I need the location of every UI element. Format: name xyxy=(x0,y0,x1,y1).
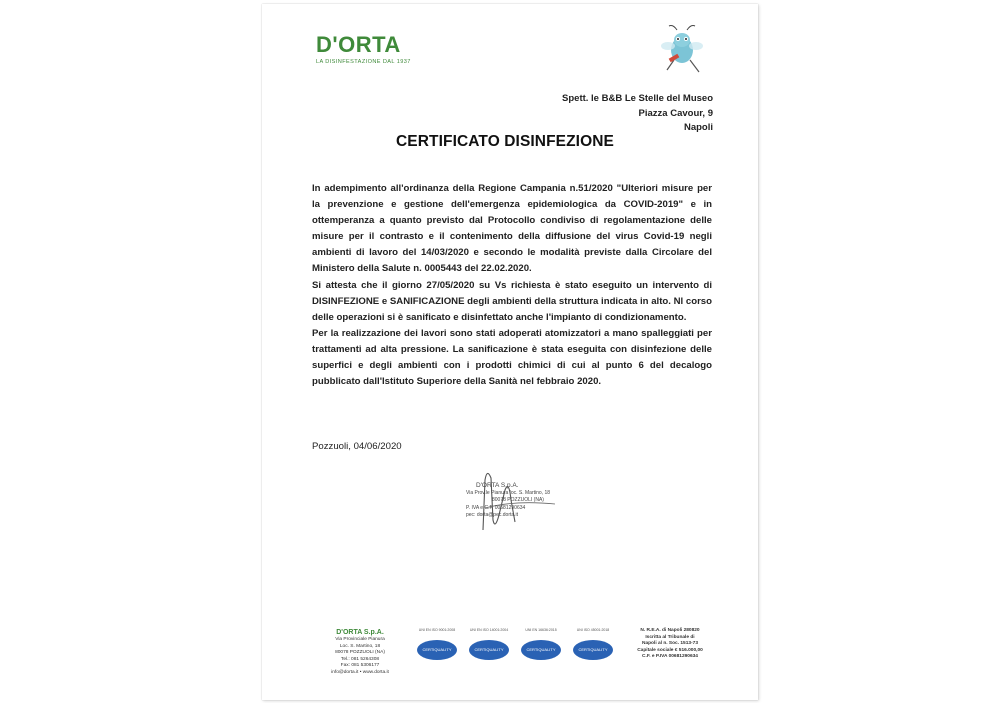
footer-rea: N. R.E.A. di Napoli 280820 xyxy=(640,628,700,633)
stamp-city: 80078 POZZUOLI (NA) xyxy=(492,497,544,503)
footer-address-3: 80078 POZZUOLI (NA) xyxy=(335,650,385,655)
page-footer xyxy=(320,628,710,688)
document-title: CERTIFICATO DISINFEZIONE xyxy=(396,133,614,150)
cert-3-badge-label: CERTIQUALITY xyxy=(526,647,556,652)
footer-vat: C.F. e P.IVA 00681290634 xyxy=(642,654,698,659)
logo-wordmark: D'ORTA xyxy=(316,32,401,57)
footer-registry-2: Napoli al n. Soc. 1513-73 xyxy=(642,641,698,646)
footer-web: info@dorta.it • www.dorta.it xyxy=(331,669,389,675)
certiquality-logo xyxy=(521,640,561,660)
footer-company-name: D'ORTA S.p.A. xyxy=(336,629,384,636)
recipient-street: Piazza Cavour, 9 xyxy=(638,108,713,119)
footer-address-1: Via Provinciale Pianura xyxy=(335,637,385,642)
footer-address-2: Loc. S. Martino, 18 xyxy=(339,643,381,649)
cert-badge-3 xyxy=(516,628,566,660)
body-paragraph-ordinance: In adempimento all'ordinanza della Regione Campania n.51/2020 "Ulteriori misure per la prevenzione e gestione dell'emergenza epidemiologica da COVID-2019" e in ottemperanza a quanto previsto dal Protocollo condiviso di regolamentazione delle misure per il contrasto e il contenimento della diffusione del virus Covid-19 negli ambienti di lavoro del 14/03/2020 e secondo le modalità previste dalla Circolare del Ministero della Salute n. 0005443 del 22.02.2020. xyxy=(312,183,712,275)
place-date: Pozzuoli, 04/06/2020 xyxy=(312,441,402,452)
cert-3-text: UNI EN 16636:2015 xyxy=(525,628,557,632)
stamp-company: D'ORTA S.p.A. xyxy=(476,482,519,489)
cert-2-text: UNI EN ISO 14001:2004 xyxy=(469,628,509,632)
footer-registry-1: Iscritta al Tribunale di xyxy=(645,634,695,640)
recipient-name: Spett. le B&B Le Stelle del Museo xyxy=(562,93,713,104)
footer-company-info xyxy=(320,628,400,676)
cert-badge-2 xyxy=(464,628,514,660)
mascot-icon xyxy=(657,22,707,78)
body-paragraph-methods: Per la realizzazione dei lavori sono stati adoperati atomizzatori a mano spalleggiati per trattamenti ad alta pressione. La sanificazione è stata eseguita con disinfezione delle superfici e degli ambienti con i prodotti chimici di cui al punto 6 del decalogo pubblicato dall'Istituto Superiore della Sanità nel febbraio 2020. xyxy=(312,327,712,388)
cert-badge-1 xyxy=(412,628,462,660)
company-stamp xyxy=(466,482,576,526)
body-paragraph-attestation: Si attesta che il giorno 27/05/2020 su Vs richiesta è stato eseguito un intervento di DISINFEZIONE e SANIFICAZIONE degli ambienti della struttura indicata in alto. Nl corso delle operazioni si è sanificato e disinfettato anche l'impianto di condizionamento. xyxy=(312,279,712,323)
stamp-vat: P. IVA e C.F. 00681290634 xyxy=(466,504,526,511)
cert-badge-4 xyxy=(568,628,618,660)
footer-tel: Tel.: 081 5264308 xyxy=(340,656,380,662)
stamp-address: Via Prov.le Pianura loc. S. Martino, 18 xyxy=(466,489,551,496)
certiquality-logo xyxy=(573,640,613,660)
company-logo xyxy=(316,32,446,72)
certiquality-logo xyxy=(417,640,457,660)
cert-1-badge-label: CERTIQUALITY xyxy=(422,647,452,652)
footer-capital: Capitale sociale € 516.000,00 xyxy=(637,647,703,653)
cert-2-badge-label: CERTIQUALITY xyxy=(474,647,504,652)
footer-fax: Fax: 081 5306177 xyxy=(340,663,380,668)
cert-4-text: UNI ISO 45001:2018 xyxy=(576,628,610,632)
recipient-city: Napoli xyxy=(683,122,713,133)
stamp-pec: pec: dorta@pec.dorta.it xyxy=(466,512,519,518)
footer-registry-info xyxy=(630,628,710,661)
logo-tagline: LA DISINFESTAZIONE DAL 1937 xyxy=(316,59,411,65)
cert-1-text: UNI EN ISO 9001:2008 xyxy=(418,628,456,632)
certificate-body xyxy=(312,181,712,390)
certiquality-logo xyxy=(469,640,509,660)
cert-4-badge-label: CERTIQUALITY xyxy=(578,647,608,652)
